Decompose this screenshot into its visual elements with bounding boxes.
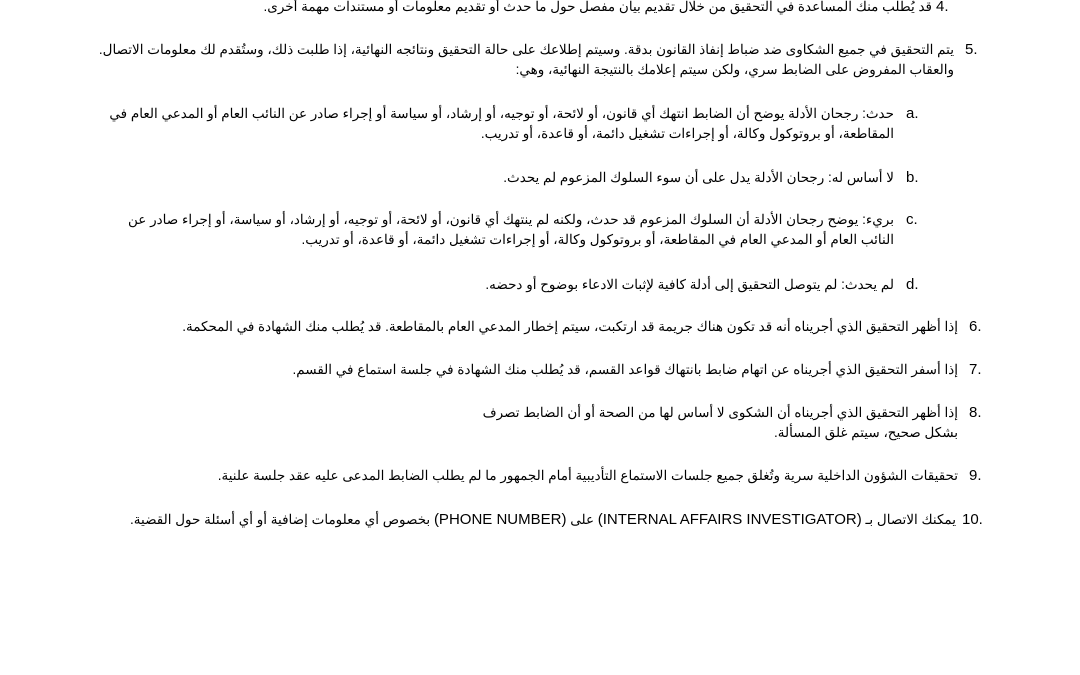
list-item-10 bbox=[0, 510, 1080, 554]
item-text: إذا أسفر التحقيق الذي أجريناه عن اتهام ضابط بانتهاك قواعد القسم، قد يُطلب منك الشهادة في جلسة استماع في القسم. bbox=[292, 362, 958, 377]
item-letter: b. bbox=[906, 169, 919, 186]
item-text: قد يُطلب منك المساعدة في التحقيق من خلال تقديم بيان مفصل حول ما حدث أو تقديم معلومات أو مستندات مهمة أخرى. bbox=[263, 0, 932, 14]
list-item-9 bbox=[0, 466, 1080, 488]
item-number: 9. bbox=[969, 467, 982, 484]
investigator-placeholder: (INTERNAL AFFAIRS INVESTIGATOR) bbox=[597, 511, 862, 528]
item-text-line2: بشكل صحيح، سيتم غلق المسألة. bbox=[774, 425, 958, 440]
item-number: 5. bbox=[965, 41, 978, 58]
item-number: 10. bbox=[962, 511, 983, 528]
item-number: 6. bbox=[969, 318, 982, 335]
item-text: تحقيقات الشؤون الداخلية سرية وتُغلق جميع جلسات الاستماع التأديبية أمام الجمهور ما لم يطلب الضابط المدعى عليه عقد جلسة علنية. bbox=[217, 468, 958, 483]
list-item-6 bbox=[0, 317, 1080, 339]
item-text: بريء: يوضح رجحان الأدلة أن السلوك المزعوم قد حدث، ولكنه لم ينتهك أي قانون، أو لائحة، أو توجيه، أو إرشاد، أو سياسة، أو إجراء صادر عن النائب العام أو المدعي العام في المقاطعة، أو بروتوكول وكالة، أو إجراءات تشغيل دائمة، أو قاعدة، أو تدريب. bbox=[128, 212, 894, 247]
item-text-line1: إذا أظهر التحقيق الذي أجريناه أن الشكوى لا أساس لها من الصحة أو أن الضابط تصرف bbox=[482, 405, 958, 420]
item-letter: d. bbox=[906, 276, 919, 293]
item-text: لم يحدث: لم يتوصل التحقيق إلى أدلة كافية لإثبات الادعاء بوضوح أو دحضه. bbox=[485, 277, 894, 292]
item-number: 4. bbox=[936, 0, 949, 15]
item-text: حدث: رجحان الأدلة يوضح أن الضابط انتهك أي قانون، أو لائحة، أو توجيه، أو إرشاد، أو سياسة أو إجراء صادر عن النائب العام أو المدعي العام في المقاطعة، أو بروتوكول وكالة، أو إجراءات تشغيل دائمة، أو قاعدة، أو تدريب. bbox=[109, 106, 894, 141]
item-letter: c. bbox=[906, 211, 918, 228]
list-item-7 bbox=[0, 360, 1080, 382]
list-item-4 bbox=[0, 0, 1080, 20]
list-item-d bbox=[0, 275, 1080, 297]
contact-connector-text: على bbox=[570, 512, 594, 527]
list-item-c bbox=[0, 210, 1080, 254]
list-item-a bbox=[0, 104, 1080, 148]
contact-outro-text: بخصوص أي معلومات إضافية أو أي أسئلة حول القضية. bbox=[130, 512, 431, 527]
phone-number-placeholder: (PHONE NUMBER) bbox=[433, 511, 567, 528]
list-item-8 bbox=[0, 403, 1080, 447]
item-number: 8. bbox=[969, 404, 982, 421]
item-text: إذا أظهر التحقيق الذي أجريناه أنه قد تكون هناك جريمة قد ارتكبت، سيتم إخطار المدعي العام بالمقاطعة. قد يُطلب منك الشهادة في المحكمة. bbox=[182, 319, 958, 334]
item-text: يتم التحقيق في جميع الشكاوى ضد ضباط إنفاذ القانون بدقة. وسيتم إطلاعك على حالة التحقيق ونتائجه النهائية، إذا طلبت ذلك، وستُقدم لك معلومات الاتصال. والعقاب المفروض على الضابط سري، ولكن سيتم إعلامك بالنتيجة النهائية، وهي: bbox=[98, 42, 954, 77]
contact-intro-text: يمكنك الاتصال بـ bbox=[865, 512, 956, 527]
item-text bbox=[84, 510, 956, 530]
item-letter: a. bbox=[906, 105, 919, 122]
item-text: لا أساس له: رجحان الأدلة يدل على أن سوء السلوك المزعوم لم يحدث. bbox=[503, 170, 894, 185]
item-number: 7. bbox=[969, 361, 982, 378]
list-item-5 bbox=[0, 40, 1080, 84]
list-item-b bbox=[0, 168, 1080, 190]
